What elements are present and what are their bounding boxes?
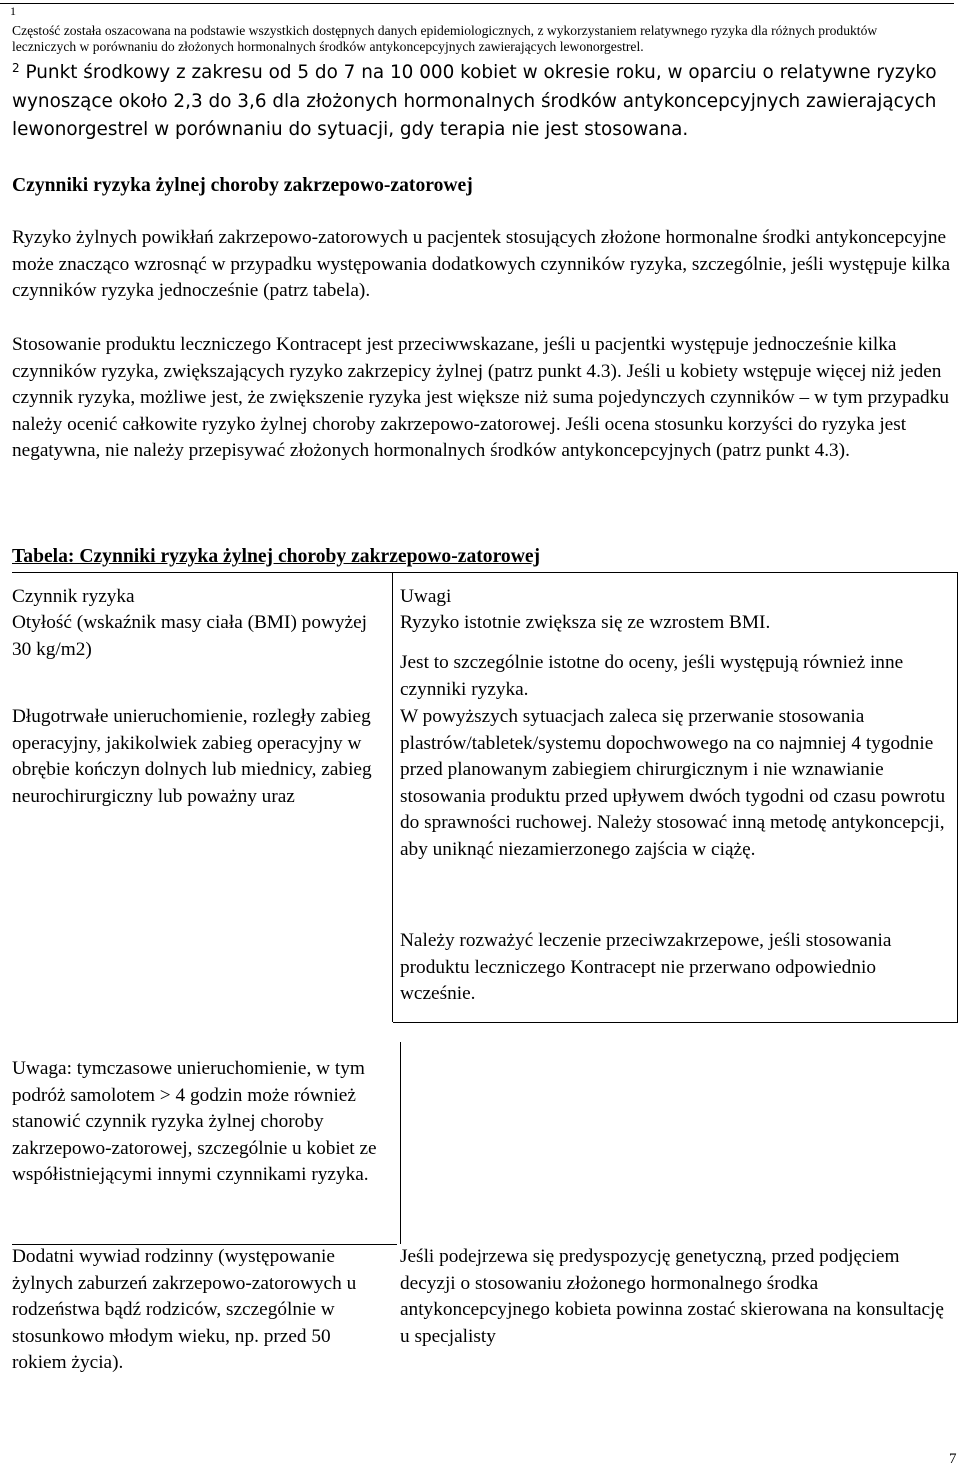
table-note-divider [400, 1042, 401, 1244]
table-row-1-note-1: Ryzyko istotnie zwiększa się ze wzrostem BMI. [400, 612, 771, 633]
section-heading: Czynniki ryzyka żylnej choroby zakrzepowo-zatorowej [12, 175, 473, 196]
table-row-2-factor: Długotrwałe unieruchomienie, rozległy zabieg operacyjny, jakikolwiek zabieg operacyjny w obrębie kończyn dolnych lub miednicy, zabieg neurochirurgiczny lub poważny uraz [12, 706, 372, 807]
table-row-3-factor: Uwaga: tymczasowe unieruchomienie, w tym podróż samolotem > 4 godzin może również stanowić czynnik ryzyka żylnej choroby zakrzepowo-zatorowej, szczególnie u kobiet ze współistniejącymi innymi czynnikami ryzyka. [12, 1058, 377, 1185]
paragraph-contraindication: Stosowanie produktu leczniczego Kontracept jest przeciwwskazane, jeśli u pacjentki występuje jednocześnie kilka czynników ryzyka, zwiększających ryzyko zakrzepicy żylnej (patrz punkt 4.3). Jeśli u kobiety wstępuje więcej niż jeden czynnik ryzyka, możliwe jest, że zwiększenie ryzyka jest większe niż suma pojedynczych czynników – w tym przypadku należy ocenić całkowite ryzyko żylnej choroby zakrzepowo-zatorowej. Jeśli ocena stosunku korzyści do ryzyka jest negatywna, nie należy przepisywać złożonych hormonalnych środków antykoncepcyjnych (patrz punkt 4.3). [12, 334, 949, 461]
table-title: Tabela: Czynniki ryzyka żylnej choroby zakrzepowo-zatorowej [12, 546, 541, 567]
table-top-rule [12, 572, 958, 573]
table-right-border [957, 572, 958, 1022]
table-row-4-factor: Dodatni wywiad rodzinny (występowanie żylnych zaburzeń zakrzepowo-zatorowych u rodzeństwa bądź rodziców, szczególnie w stosunkowo młodym wieku, np. przed 50 rokiem życia). [12, 1246, 357, 1373]
footnote-2-text: Punkt środkowy z zakresu od 5 do 7 na 10 000 kobiet w okresie roku, w oparciu o relatywne ryzyko wynoszące około 2,3 do 3,6 dla złożonych hormonalnych środków antykoncepcyjnych zawierających lewonorgestrel w porównaniu do sytuacji, gdy terapia nie jest stosowana. [12, 62, 937, 140]
paragraph-risk-increase: Ryzyko żylnych powikłań zakrzepowo-zatorowych u pacjentek stosujących złożone hormonalne środki antykoncepcyjne może znacząco wzrosnąć w przypadku występowania dodatkowych czynników ryzyka, szczególnie, jeśli występuje kilka czynników ryzyka jednocześnie (patrz tabela). [12, 227, 951, 301]
footnote-1-line-2: leczniczych w porównaniu do złożonych hormonalnych środków antykoncepcyjnych zawierających lewonorgestrel. [12, 39, 644, 54]
table-row-4-note-1: Jeśli podejrzewa się predyspozycję genetyczną, przed podjęciem decyzji o stosowaniu złożonego hormonalnego środka antykoncepcyjnego kobieta powinna zostać skierowana na konsultację u specjalisty [400, 1246, 944, 1347]
table-header-notes: Uwagi [400, 586, 452, 607]
table-row-2-note-2: Należy rozważyć leczenie przeciwzakrzepowe, jeśli stosowania produktu leczniczego Kontracept nie przerwano odpowiednio wcześnie. [400, 930, 892, 1004]
footnote-1-marker: 1 [10, 4, 16, 18]
page-number: 7 [949, 1451, 957, 1467]
footnote-2-marker: 2 [12, 61, 20, 75]
table-rule-right-bottom [393, 1022, 958, 1023]
table-row-1-note-2: Jest to szczególnie istotne do oceny, jeśli występują również inne czynniki ryzyka. [400, 652, 904, 700]
table-row-1-factor: Otyłość (wskaźnik masy ciała (BMI) powyżej 30 kg/m2) [12, 612, 367, 660]
footnote-2 [12, 59, 952, 144]
table-column-divider [392, 572, 393, 1022]
footnote-separator [0, 3, 954, 4]
table-header-factor: Czynnik ryzyka [12, 586, 135, 607]
table-row-2-note-1: W powyższych sytuacjach zaleca się przerwanie stosowania plastrów/tabletek/systemu dopochwowego na co najmniej 4 tygodnie przed planowanym zabiegiem chirurgicznym i nie wznawianie stosowania produktu przed upływem dwóch tygodni od czasu powrotu do sprawności ruchowej. Należy stosować inną metodę antykoncepcji, aby uniknąć niezamierzonego zajścia w ciążę. [400, 706, 946, 860]
footnote-1-line-1: Częstość została oszacowana na podstawie wszystkich dostępnych danych epidemiologicznych, z wykorzystaniem relatywnego ryzyka dla różnych produktów [12, 23, 878, 38]
